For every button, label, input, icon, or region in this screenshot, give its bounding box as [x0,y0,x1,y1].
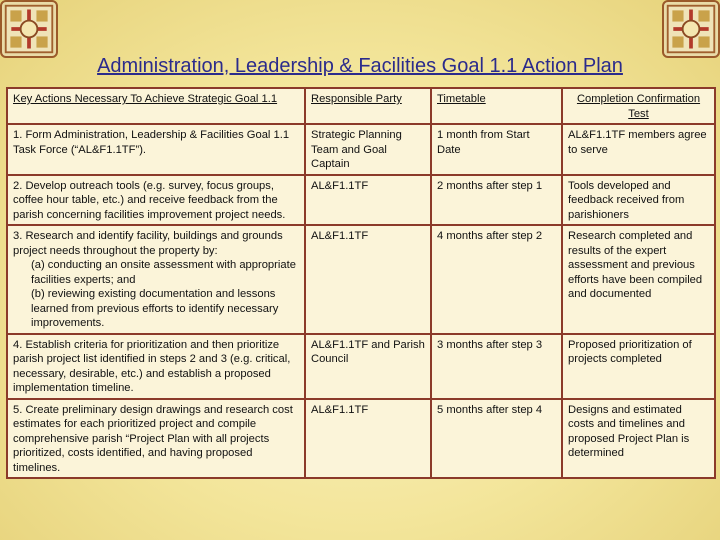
table-header-row [7,88,715,124]
action-subitem-a: (a) conducting an onsite assessment with appropriate facilities experts; and [31,259,296,286]
column-header-completion-test: Completion Confirmation Test [562,88,715,124]
column-header-timetable: Timetable [431,88,562,124]
action-plan-table [6,87,716,479]
parish-crest-icon [0,0,58,58]
test-cell: Research completed and results of the expert assessment and previous efforts have been compiled and documented [562,225,715,334]
action-cell: 2. Develop outreach tools (e.g. survey, focus groups, coffee hour table, etc.) and receive feedback from the parish concerning facilities improvement project needs. [7,175,305,226]
table-row [7,334,715,399]
test-cell: Designs and estimated costs and timelines and proposed Project Plan is determined [562,399,715,479]
timetable-cell: 3 months after step 3 [431,334,562,399]
party-cell: AL&F1.1TF [305,399,431,479]
page-title: Administration, Leadership & Facilities Goal 1.1 Action Plan [97,55,623,77]
table-row [7,175,715,226]
column-header-responsible-party: Responsible Party [305,88,431,124]
column-header-key-actions: Key Actions Necessary To Achieve Strategic Goal 1.1 [7,88,305,124]
timetable-cell: 5 months after step 4 [431,399,562,479]
test-cell: AL&F1.1TF members agree to serve [562,124,715,175]
parish-crest-icon [662,0,720,58]
action-cell: 5. Create preliminary design drawings and research cost estimates for each prioritized project and compile comprehensive parish “Project Plan with all projects prioritized, costs identified, and having proposed timelines. [7,399,305,479]
party-cell: Strategic Planning Team and Goal Captain [305,124,431,175]
action-cell: 1. Form Administration, Leadership & Facilities Goal 1.1 Task Force (“AL&F1.1TF”). [7,124,305,175]
timetable-cell: 4 months after step 2 [431,225,562,334]
table-row [7,399,715,479]
action-cell [7,225,305,334]
party-cell: AL&F1.1TF [305,175,431,226]
party-cell: AL&F1.1TF and Parish Council [305,334,431,399]
action-lead-text: 3. Research and identify facility, buildings and grounds project needs throughout the property by: [13,230,283,257]
timetable-cell: 1 month from Start Date [431,124,562,175]
table-row [7,124,715,175]
test-cell: Tools developed and feedback received from parishioners [562,175,715,226]
test-cell: Proposed prioritization of projects completed [562,334,715,399]
action-cell: 4. Establish criteria for prioritization and then prioritize parish project list identified in steps 2 and 3 (e.g. critical, necessary, desirable, etc.) and establish a proposed implementation timeline. [7,334,305,399]
action-subitem-b: (b) reviewing existing documentation and lessons learned from previous efforts to identify necessary improvements. [31,288,279,329]
timetable-cell: 2 months after step 1 [431,175,562,226]
table-row [7,225,715,334]
party-cell: AL&F1.1TF [305,225,431,334]
